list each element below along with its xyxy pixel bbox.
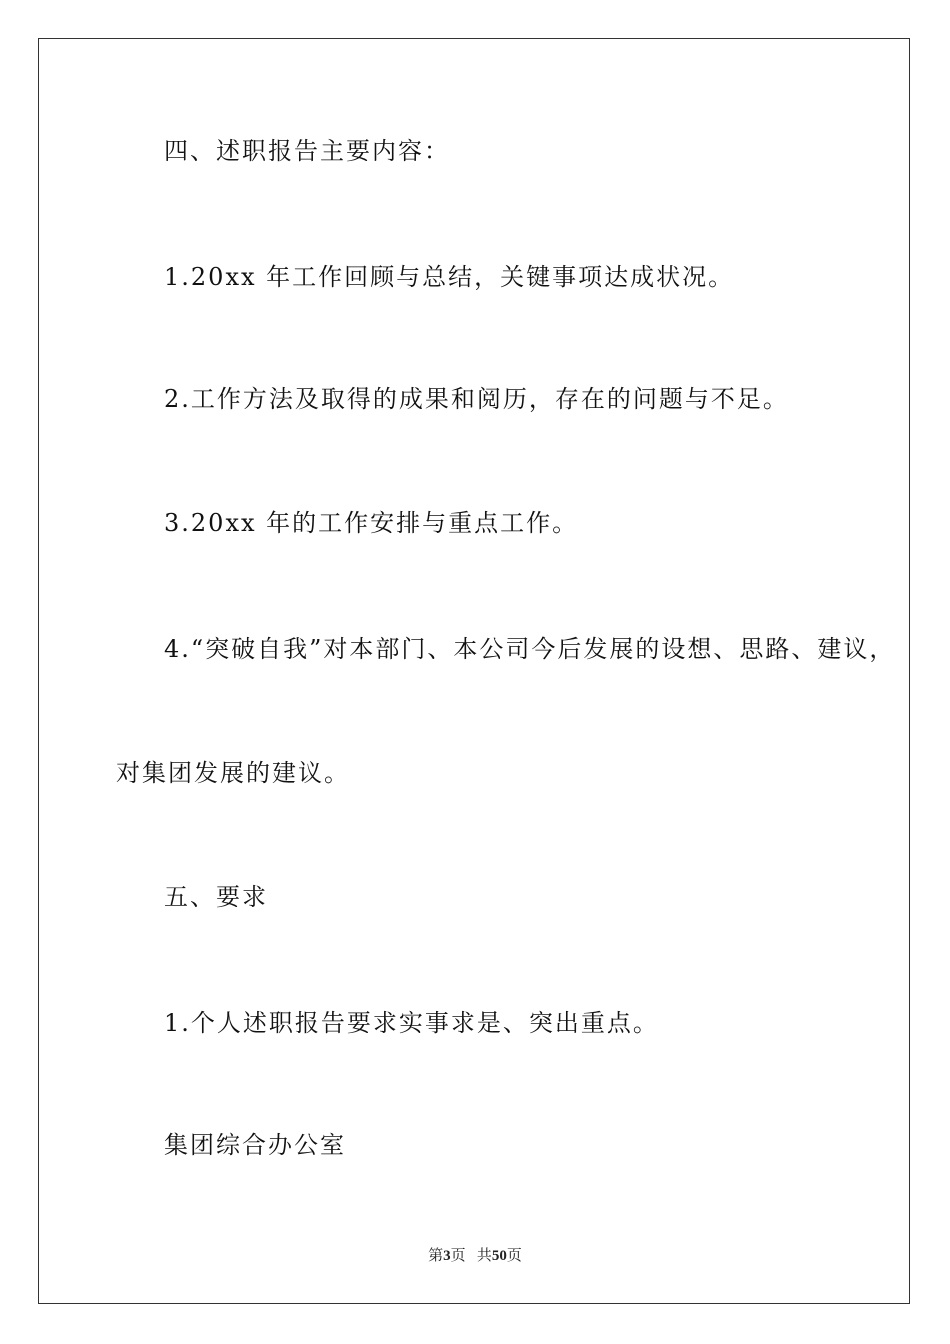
total-pages: 50 — [491, 1248, 507, 1264]
list-item: 2.工作方法及取得的成果和阅历，存在的问题与不足。 — [164, 385, 789, 413]
section-heading-requirements: 五、要求 — [164, 883, 268, 911]
total-prefix: 共 — [476, 1248, 492, 1264]
list-item: 4.“突破自我”对本部门、本公司今后发展的设想、思路、建议， — [164, 635, 896, 663]
signature-department: 集团综合办公室 — [164, 1131, 346, 1159]
list-item: 1.个人述职报告要求实事求是、突出重点。 — [164, 1009, 659, 1037]
list-item-continuation: 对集团发展的建议。 — [116, 759, 350, 787]
page-footer — [0, 1246, 950, 1266]
total-suffix: 页 — [506, 1248, 522, 1264]
page-prefix: 第 — [428, 1248, 444, 1264]
list-item: 1.20xx 年工作回顾与总结，关键事项达成状况。 — [164, 263, 735, 291]
page-suffix: 页 — [450, 1248, 466, 1264]
section-heading-report-content: 四、述职报告主要内容： — [164, 137, 450, 165]
page-border — [38, 38, 910, 1304]
list-item: 3.20xx 年的工作安排与重点工作。 — [164, 509, 579, 537]
page-number: 3 — [443, 1248, 451, 1264]
